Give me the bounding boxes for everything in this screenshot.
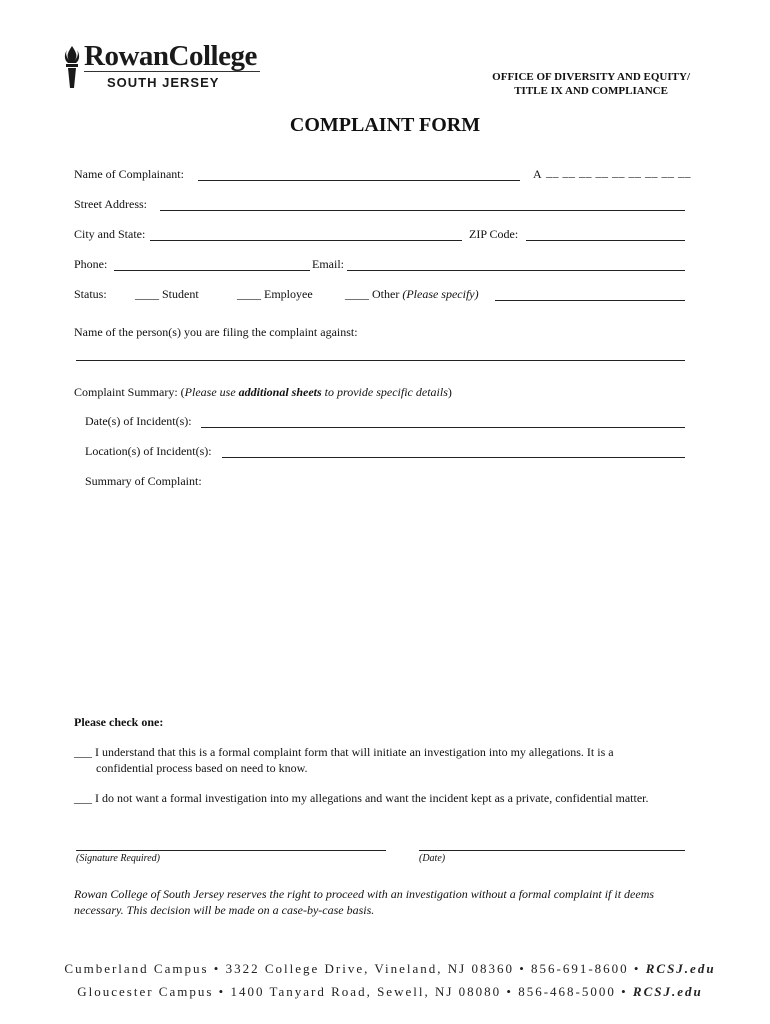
city-state-field[interactable] bbox=[150, 240, 462, 241]
respondent-field[interactable] bbox=[76, 360, 685, 361]
status-label: Status: bbox=[74, 287, 107, 301]
street-address-label: Street Address: bbox=[74, 197, 147, 211]
status-other-note: (Please specify) bbox=[402, 287, 479, 301]
footer-gloucester-link[interactable]: RCSJ.edu bbox=[632, 984, 703, 999]
footer-cumberland-link[interactable]: RCSJ.edu bbox=[645, 961, 716, 976]
disclaimer-line-2: necessary. This decision will be made on a case-by-case basis. bbox=[74, 903, 375, 917]
email-field[interactable] bbox=[347, 270, 685, 271]
incident-dates-label: Date(s) of Incident(s): bbox=[85, 414, 192, 428]
check-one-heading: Please check one: bbox=[74, 715, 164, 729]
date-label: (Date) bbox=[419, 853, 446, 864]
status-student-option[interactable]: ____ Student bbox=[135, 287, 199, 301]
street-address-field[interactable] bbox=[160, 210, 685, 211]
zip-code-label: ZIP Code: bbox=[469, 227, 519, 241]
formal-complaint-option[interactable] bbox=[74, 744, 614, 776]
complainant-name-field[interactable] bbox=[198, 180, 520, 181]
formal-option-line-1: ___ I understand that this is a formal complaint form that will initiate an investigation into my allegations. It is a bbox=[74, 745, 614, 759]
summary-intro-close: ) bbox=[447, 385, 452, 399]
status-other-field[interactable] bbox=[495, 300, 685, 301]
summary-of-complaint-area[interactable] bbox=[85, 494, 685, 704]
email-label: Email: bbox=[312, 257, 344, 271]
footer-gloucester-text: Gloucester Campus • 1400 Tanyard Road, Sewell, NJ 08080 • 856-468-5000 • bbox=[77, 984, 628, 999]
city-state-label: City and State: bbox=[74, 227, 146, 241]
signature-label: (Signature Required) bbox=[76, 853, 160, 864]
college-logo bbox=[62, 40, 272, 94]
phone-label: Phone: bbox=[74, 257, 108, 271]
summary-intro-italic: Please use bbox=[184, 385, 239, 399]
incident-locations-label: Location(s) of Incident(s): bbox=[85, 444, 212, 458]
form-title: COMPLAINT FORM bbox=[289, 114, 481, 136]
logo-divider bbox=[84, 71, 260, 72]
signature-field[interactable] bbox=[76, 850, 386, 851]
status-other-option[interactable] bbox=[345, 287, 479, 302]
incident-dates-field[interactable] bbox=[201, 427, 685, 428]
office-line-2: TITLE IX AND COMPLIANCE bbox=[514, 85, 668, 97]
disclaimer-line-1: Rowan College of South Jersey reserves the right to proceed with an investigation without a formal complaint if it deems bbox=[74, 887, 655, 901]
id-number-field[interactable]: __ __ __ __ __ __ __ __ __ bbox=[546, 165, 691, 179]
disclaimer bbox=[74, 886, 654, 918]
incident-locations-field[interactable] bbox=[222, 457, 685, 458]
footer-cumberland bbox=[0, 961, 770, 977]
phone-field[interactable] bbox=[114, 270, 310, 271]
footer-cumberland-text: Cumberland Campus • 3322 College Drive, Vineland, NJ 08360 • 856-691-8600 • bbox=[64, 961, 641, 976]
status-employee-option[interactable]: ____ Employee bbox=[237, 287, 313, 301]
informal-option[interactable]: ___ I do not want a formal investigation into my allegations and want the incident kept as a private, confidential matter. bbox=[74, 791, 649, 805]
logo-name: RowanCollege bbox=[84, 40, 257, 72]
complaint-summary-heading bbox=[74, 385, 452, 400]
date-field[interactable] bbox=[419, 850, 685, 851]
summary-intro: Complaint Summary: ( bbox=[74, 385, 185, 399]
logo-subtitle: SOUTH JERSEY bbox=[107, 75, 220, 90]
zip-code-field[interactable] bbox=[526, 240, 685, 241]
status-other-label: ____ Other bbox=[345, 287, 400, 301]
respondent-label: Name of the person(s) you are filing the complaint against: bbox=[74, 325, 358, 339]
id-prefix: A bbox=[533, 167, 542, 181]
summary-intro-rest: to provide specific details bbox=[321, 385, 448, 399]
formal-option-line-2: confidential process based on need to know. bbox=[96, 761, 308, 775]
summary-intro-bold: additional sheets bbox=[238, 385, 322, 399]
office-heading bbox=[492, 70, 690, 98]
office-line-1: OFFICE OF DIVERSITY AND EQUITY/ bbox=[492, 71, 690, 83]
complainant-name-label: Name of Complainant: bbox=[74, 167, 184, 181]
summary-of-complaint-label: Summary of Complaint: bbox=[85, 474, 202, 488]
torch-icon bbox=[62, 44, 82, 92]
footer-gloucester bbox=[0, 984, 770, 1000]
